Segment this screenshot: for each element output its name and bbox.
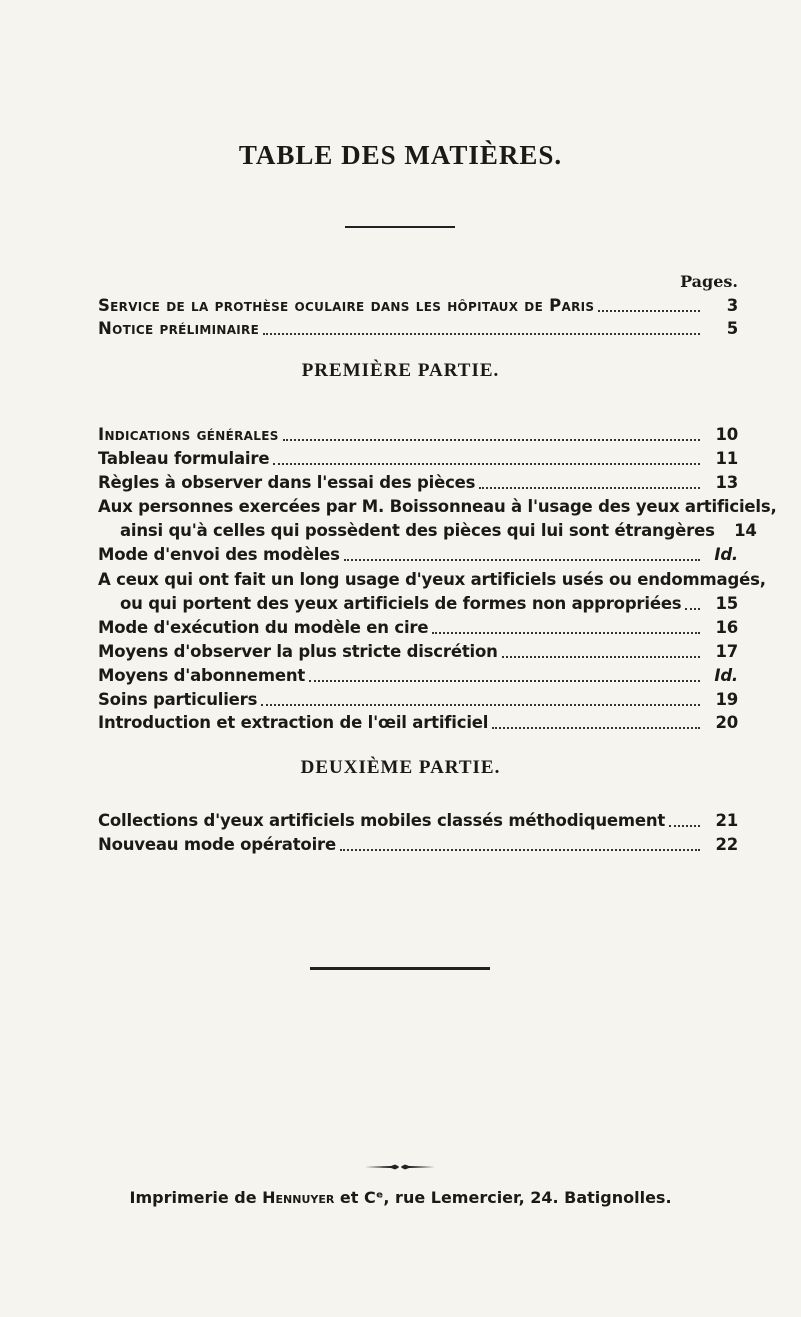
dot-leader <box>344 559 700 561</box>
toc-entry-first-line: A ceux qui ont fait un long usage d'yeux artificiels usés ou endommagés, <box>98 570 766 589</box>
toc-entry <box>120 594 738 613</box>
toc-entry-text: Service de la prothèse oculaire dans les hôpitaux de Paris <box>98 296 595 315</box>
toc-entry-page: 16 <box>715 618 738 637</box>
toc-entry <box>98 642 738 661</box>
toc-entry-page: 10 <box>715 425 738 444</box>
ornament-divider-icon <box>365 1164 435 1170</box>
toc-entry <box>98 690 738 709</box>
toc-entry-text: Tableau formulaire <box>98 449 270 468</box>
toc-entry-page: 11 <box>715 449 738 468</box>
dot-leader <box>685 608 700 610</box>
toc-entry-text: Moyens d'observer la plus stricte discrétion <box>98 642 498 661</box>
dot-leader <box>263 333 700 335</box>
toc-entry-page: 15 <box>715 594 738 613</box>
toc-entry <box>98 811 738 830</box>
toc-entry-page: Id. <box>714 545 738 564</box>
toc-entry <box>120 521 757 540</box>
toc-entry-first-line: Aux personnes exercées par M. Boissonneau à l'usage des yeux artificiels, <box>98 497 777 516</box>
toc-entry <box>98 425 738 444</box>
section-divider <box>310 967 490 970</box>
dot-leader <box>309 680 700 682</box>
page-title: TABLE DES MATIÈRES. <box>238 140 563 170</box>
toc-entry-text: ainsi qu'à celles qui possèdent des pièces qui lui sont étrangères <box>120 521 715 540</box>
toc-entry-text: Indications générales <box>98 425 279 444</box>
toc-entry-page: Id. <box>714 666 738 685</box>
toc-entry-page: 22 <box>715 835 738 854</box>
toc-entry <box>98 296 738 315</box>
dot-leader <box>261 704 700 706</box>
dot-leader <box>340 849 700 851</box>
toc-entry <box>98 713 738 732</box>
toc-entry-page: 14 <box>734 521 757 540</box>
imprint-printer-name: Hennuyer <box>262 1188 335 1207</box>
dot-leader <box>273 463 700 465</box>
toc-entry-page: 19 <box>715 690 738 709</box>
pages-column-label: Pages. <box>680 272 738 291</box>
toc-entry <box>98 666 738 685</box>
toc-entry-page: 3 <box>726 296 738 315</box>
printer-imprint <box>0 1188 801 1207</box>
toc-entry-text: Mode d'envoi des modèles <box>98 545 340 564</box>
dot-leader <box>432 632 700 634</box>
toc-entry-page: 21 <box>715 811 738 830</box>
imprint-address: et Cᵉ, rue Lemercier, 24. Batignolles. <box>339 1188 672 1207</box>
imprint-prefix: Imprimerie de <box>129 1188 257 1207</box>
toc-entry-page: 20 <box>715 713 738 732</box>
toc-entry-page: 17 <box>715 642 738 661</box>
toc-entry-text: Collections d'yeux artificiels mobiles classés méthodiquement <box>98 811 666 830</box>
dot-leader <box>283 439 700 441</box>
toc-entry-text: Nouveau mode opératoire <box>98 835 336 854</box>
toc-entry <box>98 835 738 854</box>
toc-entry-page: 5 <box>726 319 738 338</box>
toc-entry <box>98 545 738 564</box>
part-heading: PREMIÈRE PARTIE. <box>301 360 500 381</box>
toc-entry <box>98 618 738 637</box>
toc-entry-text: ou qui portent des yeux artificiels de formes non appropriées <box>120 594 682 613</box>
toc-entry <box>98 449 738 468</box>
dot-leader <box>492 727 700 729</box>
toc-entry-text: Mode d'exécution du modèle en cire <box>98 618 429 637</box>
title-divider <box>345 226 455 228</box>
dot-leader <box>479 487 700 489</box>
dot-leader <box>502 656 700 658</box>
toc-entry <box>98 319 738 338</box>
dot-leader <box>669 825 700 827</box>
toc-entry-text: Moyens d'abonnement <box>98 666 306 685</box>
toc-entry-page: 13 <box>715 473 738 492</box>
toc-entry-text: Notice préliminaire <box>98 319 260 338</box>
dot-leader <box>598 310 700 312</box>
toc-entry <box>98 473 738 492</box>
toc-entry-text: Règles à observer dans l'essai des pièces <box>98 473 476 492</box>
toc-entry-text: Soins particuliers <box>98 690 258 709</box>
part-heading: DEUXIÈME PARTIE. <box>300 757 501 778</box>
toc-entry-text: Introduction et extraction de l'œil artificiel <box>98 713 489 732</box>
